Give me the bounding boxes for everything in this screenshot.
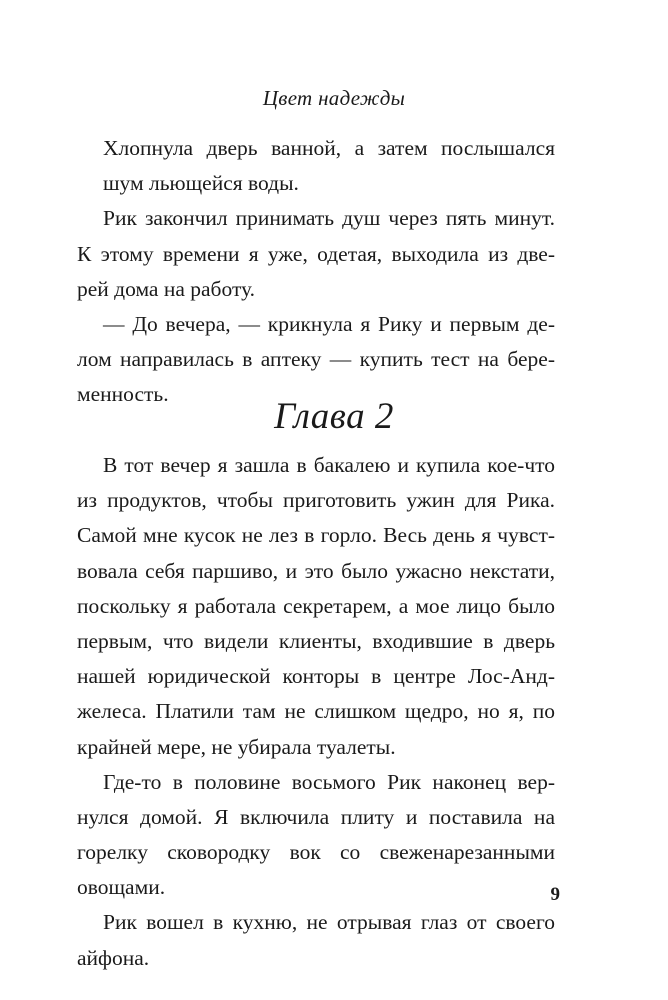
chapter-title: Глава 2 (274, 396, 394, 437)
text-line: Рик закончил принимать душ через пять минут. (103, 206, 555, 231)
text-line: нулся домой. Я включила плиту и поставила на (77, 804, 555, 829)
text-line: Где-то в половине восьмого Рик наконец вер- (103, 769, 555, 794)
text-line: менность. (77, 382, 169, 407)
text-line: крайней мере, не убирала туалеты. (77, 734, 396, 759)
text-line: — До вечера, — крикнула я Рику и первым де- (103, 311, 555, 336)
chapter-text-block (77, 448, 555, 976)
text-line: В тот вечер я зашла в бакалею и купила кое-что (103, 453, 555, 477)
text-line: рей дома на работу. (77, 276, 256, 301)
text-line: Хлопнула дверь ванной, а затем послышался (103, 136, 555, 160)
text-block-before-chapter (77, 131, 555, 413)
text-line: поскольку я работала секретарем, а мое лицо было (77, 593, 555, 618)
text-line: первым, что видели клиенты, входившие в дверь (77, 628, 555, 653)
text-line: вовала себя паршиво, и это было ужасно некстати, (77, 558, 555, 583)
text-line: айфона. (77, 945, 150, 970)
running-header: Цвет надежды (262, 86, 406, 110)
page-number: 9 (550, 884, 560, 905)
text-line: желеса. Платили там не слишком щедро, но я, по (77, 699, 555, 724)
text-line: Рик вошел в кухню, не отрывая глаз от своего (103, 910, 555, 935)
text-line: лом направилась в аптеку — купить тест на бере- (77, 347, 555, 372)
text-line: из продуктов, чтобы приготовить ужин для Рика. (77, 488, 555, 513)
text-line: овощами. (77, 875, 166, 900)
text-line: горелку сковородку вок со свеженарезанными (77, 840, 555, 865)
text-line: К этому времени я уже, одетая, выходила из две- (77, 241, 555, 266)
text-line: нашей юридической конторы в центре Лос-Анд- (77, 664, 555, 689)
text-line: Самой мне кусок не лез в горло. Весь день я чувст- (77, 523, 555, 548)
text-line: шум льющейся воды. (103, 171, 299, 196)
